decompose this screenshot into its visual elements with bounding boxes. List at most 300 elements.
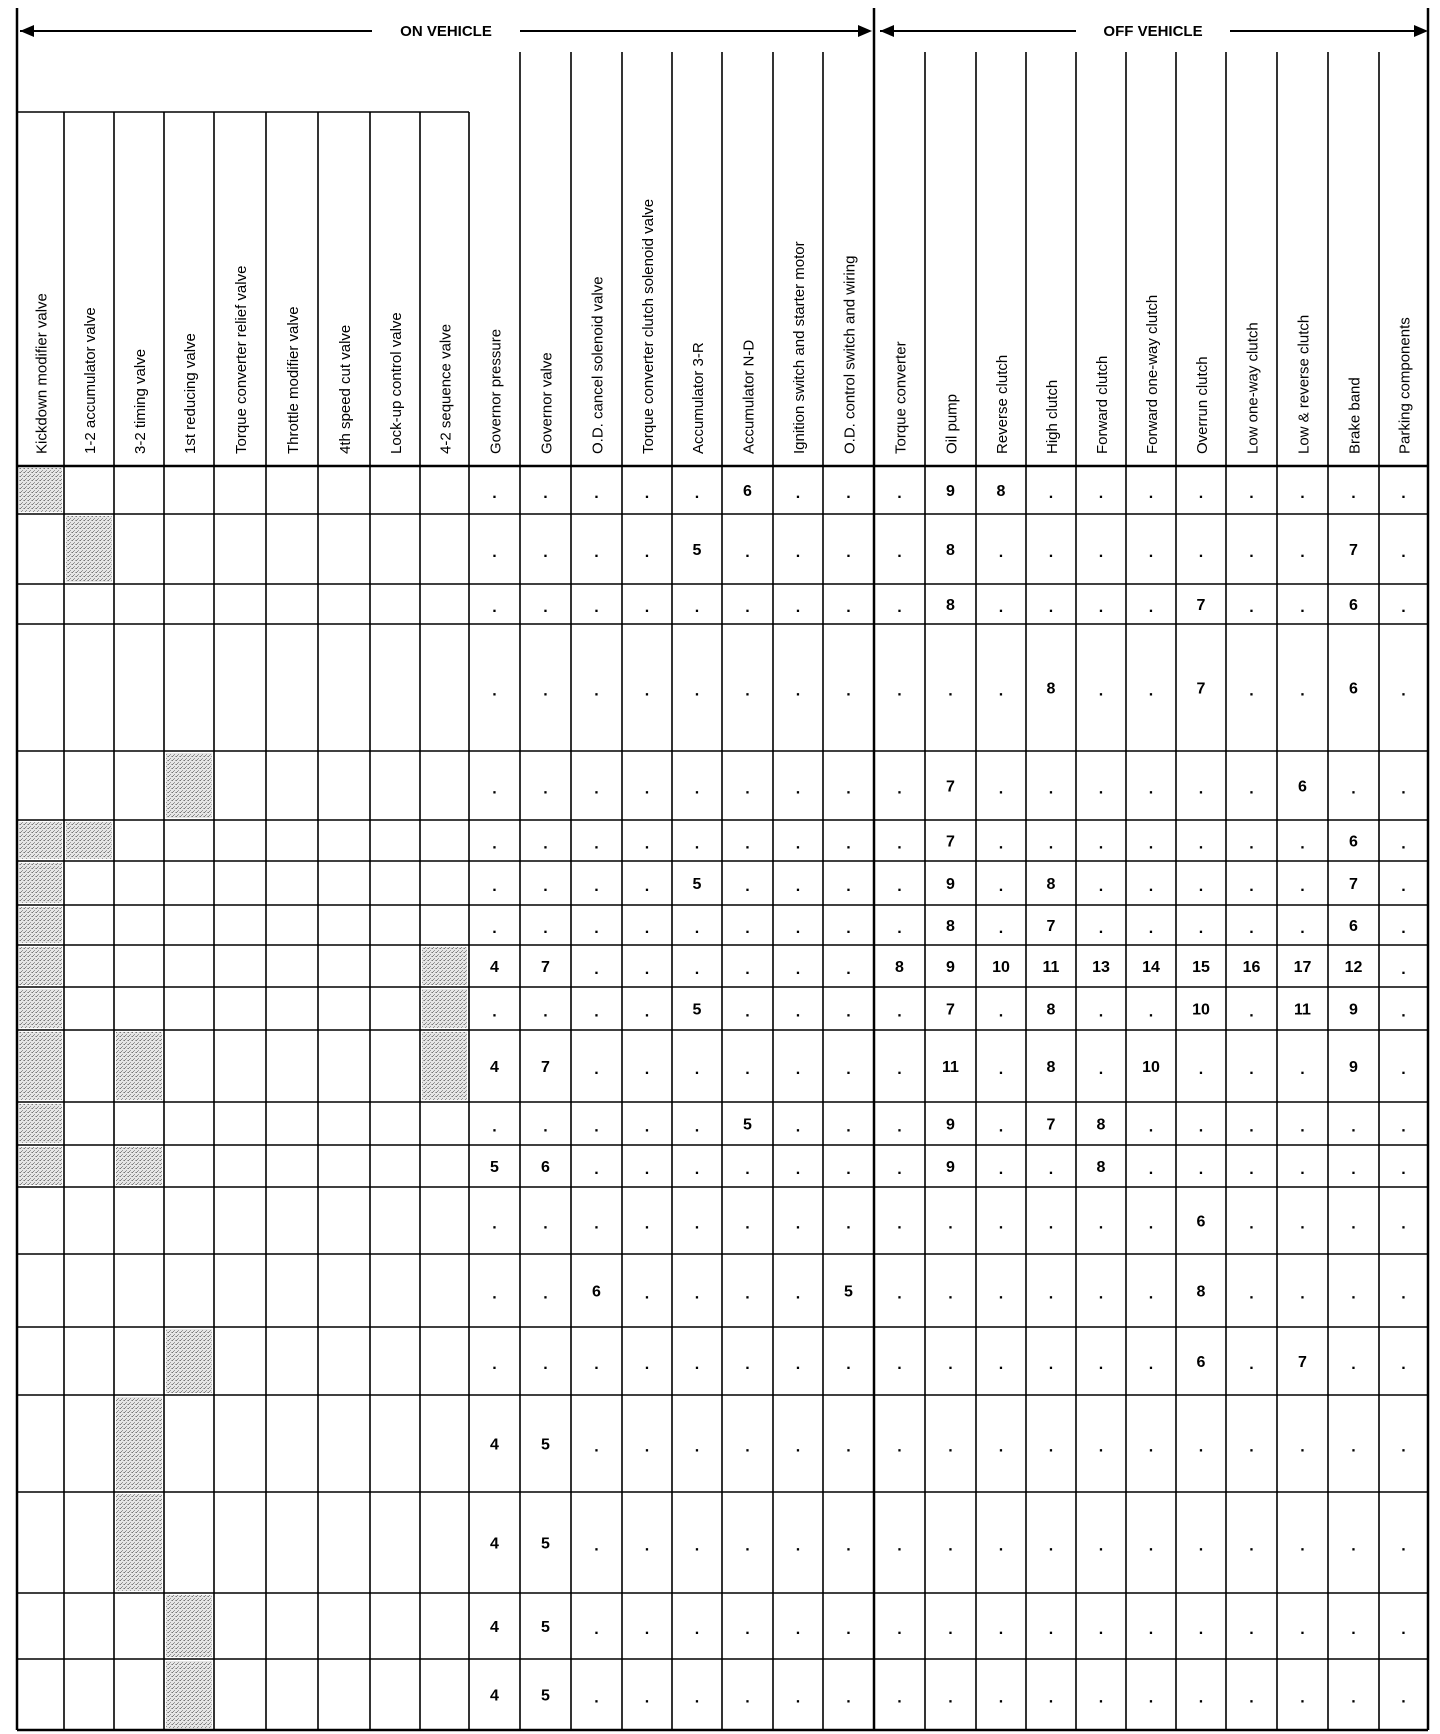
empty-mark: .: [897, 1621, 902, 1638]
empty-mark: .: [543, 485, 548, 502]
column-header: Governor pressure: [487, 328, 505, 454]
empty-mark: .: [694, 1118, 700, 1136]
empty-mark: .: [998, 835, 1004, 853]
cell-value: 8: [1096, 1116, 1106, 1134]
empty-mark: .: [644, 835, 650, 853]
cell-value: 8: [895, 959, 904, 976]
empty-mark: .: [1048, 780, 1054, 798]
empty-mark: .: [1401, 682, 1406, 700]
empty-mark: .: [543, 780, 548, 798]
empty-mark: .: [998, 599, 1004, 616]
cell-value: 17: [1293, 959, 1312, 976]
empty-mark: .: [1198, 1161, 1204, 1178]
shaded-cell: [19, 947, 62, 985]
off-vehicle-title: OFF VEHICLE: [1103, 23, 1203, 40]
empty-mark: .: [694, 1215, 700, 1233]
empty-mark: .: [1048, 835, 1054, 853]
empty-mark: .: [795, 835, 801, 853]
column-header: O.D. control switch and wiring: [841, 255, 859, 454]
empty-mark: .: [644, 1537, 650, 1555]
empty-mark: .: [1249, 1061, 1254, 1078]
empty-mark: .: [1098, 920, 1104, 937]
empty-mark: .: [1148, 599, 1154, 616]
empty-mark: .: [1148, 1356, 1154, 1373]
empty-mark: .: [543, 682, 548, 700]
shaded-cell: [116, 1397, 162, 1490]
empty-mark: .: [1148, 1118, 1154, 1136]
cell-value: 8: [1046, 1059, 1056, 1076]
empty-mark: .: [1048, 1537, 1054, 1555]
cell-value: 6: [1349, 597, 1358, 614]
column-header: Torque converter: [892, 341, 910, 454]
empty-mark: .: [1098, 1621, 1104, 1638]
empty-mark: .: [1148, 1689, 1154, 1707]
empty-mark: .: [1249, 878, 1254, 895]
column-header: Accumulator N-D: [740, 339, 758, 454]
cell-value: 10: [1142, 1059, 1160, 1076]
shaded-cell: [422, 947, 467, 985]
cell-value: 6: [743, 483, 752, 500]
empty-mark: .: [897, 1438, 902, 1456]
left-arrow-icon: [880, 25, 894, 37]
cell-value: 10: [1192, 1001, 1210, 1019]
empty-mark: .: [694, 1285, 700, 1303]
empty-mark: .: [644, 1118, 650, 1136]
cell-value: 8: [946, 542, 955, 559]
cell-value: 6: [1349, 680, 1358, 698]
empty-mark: .: [1148, 1161, 1154, 1178]
empty-mark: .: [1048, 1438, 1054, 1456]
shaded-cell: [19, 1104, 62, 1143]
empty-mark: .: [897, 1118, 902, 1136]
column-header: 3-2 timing valve: [132, 348, 149, 454]
empty-mark: .: [1401, 1285, 1406, 1303]
empty-mark: .: [1148, 1438, 1154, 1456]
cell-value: 4: [490, 959, 499, 976]
empty-mark: .: [745, 599, 750, 616]
empty-mark: .: [846, 1003, 851, 1021]
empty-mark: .: [1351, 1689, 1356, 1707]
empty-mark: .: [795, 1356, 801, 1373]
empty-mark: .: [948, 1215, 953, 1233]
empty-mark: .: [644, 780, 650, 798]
empty-mark: .: [694, 1061, 700, 1078]
empty-mark: .: [594, 1003, 599, 1021]
empty-mark: .: [745, 1285, 750, 1303]
empty-mark: .: [1300, 1537, 1305, 1555]
empty-mark: .: [1098, 544, 1104, 561]
shaded-cell: [19, 863, 62, 903]
empty-mark: .: [846, 544, 851, 561]
cell-value: 11: [942, 1059, 959, 1076]
empty-mark: .: [644, 920, 650, 937]
empty-mark: .: [1249, 1537, 1254, 1555]
empty-mark: .: [1148, 485, 1154, 502]
empty-mark: .: [998, 1161, 1004, 1178]
empty-mark: .: [1249, 780, 1254, 798]
empty-mark: .: [644, 1061, 650, 1078]
empty-mark: .: [1401, 1061, 1406, 1078]
empty-mark: .: [846, 1689, 851, 1707]
empty-mark: .: [795, 599, 801, 616]
empty-mark: .: [1249, 1621, 1254, 1638]
empty-mark: .: [1401, 599, 1406, 616]
column-header: Governor valve: [538, 352, 556, 454]
empty-mark: .: [492, 878, 497, 895]
empty-mark: .: [897, 485, 902, 502]
empty-mark: .: [1148, 1215, 1154, 1233]
right-arrow-icon: [1414, 25, 1428, 37]
column-header: Throttle modifier valve: [285, 306, 302, 454]
empty-mark: .: [998, 1003, 1004, 1021]
cell-value: 7: [1349, 876, 1358, 893]
empty-mark: .: [1300, 1215, 1305, 1233]
cell-value: 5: [692, 542, 702, 559]
empty-mark: .: [1148, 682, 1154, 700]
empty-mark: .: [594, 682, 599, 700]
empty-mark: .: [998, 1118, 1004, 1136]
empty-mark: .: [1098, 1438, 1104, 1456]
empty-mark: .: [1401, 1537, 1406, 1555]
shaded-cell: [422, 1032, 467, 1100]
empty-mark: .: [795, 485, 801, 502]
cell-value: 16: [1242, 959, 1261, 976]
empty-mark: .: [745, 1689, 750, 1707]
cell-value: 4: [490, 1436, 499, 1454]
empty-mark: .: [1401, 878, 1406, 895]
empty-mark: .: [1148, 1537, 1154, 1555]
empty-mark: .: [846, 599, 851, 616]
empty-mark: .: [1249, 1356, 1254, 1373]
empty-mark: .: [694, 1438, 700, 1456]
cell-value: 4: [490, 1619, 499, 1636]
empty-mark: .: [745, 1621, 750, 1638]
empty-mark: .: [1351, 780, 1356, 798]
empty-mark: .: [1048, 1285, 1054, 1303]
cell-value: 7: [1046, 918, 1056, 935]
empty-mark: .: [948, 1621, 953, 1638]
empty-mark: .: [998, 1621, 1004, 1638]
column-header: Ignition switch and starter motor: [791, 241, 808, 454]
empty-mark: .: [998, 1438, 1004, 1456]
empty-mark: .: [795, 1215, 801, 1233]
empty-mark: .: [594, 599, 599, 616]
cell-value: 8: [1046, 1001, 1056, 1019]
empty-mark: .: [948, 1438, 953, 1456]
empty-mark: .: [745, 780, 750, 798]
empty-mark: .: [1300, 1118, 1305, 1136]
empty-mark: .: [998, 780, 1004, 798]
empty-mark: .: [846, 961, 851, 978]
empty-mark: .: [1300, 835, 1305, 853]
empty-mark: .: [846, 878, 851, 895]
empty-mark: .: [795, 682, 801, 700]
cell-value: 6: [592, 1283, 601, 1301]
shaded-cell: [166, 753, 212, 818]
empty-mark: .: [998, 544, 1004, 561]
column-header: Brake band: [1346, 377, 1364, 454]
column-header: 4th speed cut valve: [337, 324, 354, 454]
empty-mark: .: [492, 682, 497, 700]
column-header: Lock-up control valve: [388, 312, 405, 454]
cell-value: 5: [541, 1535, 550, 1553]
empty-mark: .: [543, 1356, 548, 1373]
cell-value: 7: [946, 833, 955, 851]
empty-mark: .: [1198, 1537, 1204, 1555]
empty-mark: .: [1249, 1215, 1254, 1233]
empty-mark: .: [745, 920, 750, 937]
empty-mark: .: [543, 544, 548, 561]
empty-mark: .: [998, 878, 1004, 895]
empty-mark: .: [1351, 1621, 1356, 1638]
empty-mark: .: [998, 1215, 1004, 1233]
cell-value: 6: [1349, 833, 1358, 851]
empty-mark: .: [594, 1621, 599, 1638]
column-header: Overrun clutch: [1194, 356, 1211, 454]
empty-mark: .: [846, 835, 851, 853]
empty-mark: .: [1351, 1356, 1356, 1373]
shaded-cell: [116, 1032, 162, 1100]
shaded-cell: [66, 516, 112, 582]
empty-mark: .: [1148, 780, 1154, 798]
empty-mark: .: [745, 1438, 750, 1456]
cell-value: 6: [1349, 918, 1358, 935]
empty-mark: .: [1148, 544, 1154, 561]
empty-mark: .: [492, 1285, 497, 1303]
empty-mark: .: [795, 1003, 801, 1021]
empty-mark: .: [594, 878, 599, 895]
empty-mark: .: [644, 1689, 650, 1707]
empty-mark: .: [745, 878, 750, 895]
empty-mark: .: [543, 920, 548, 937]
shaded-cell: [19, 822, 62, 859]
empty-mark: .: [1249, 1689, 1254, 1707]
empty-mark: .: [998, 1061, 1004, 1078]
column-header: Forward clutch: [1094, 355, 1111, 454]
empty-mark: .: [543, 1003, 548, 1021]
empty-mark: .: [694, 1689, 700, 1707]
empty-mark: .: [1148, 835, 1154, 853]
cell-value: 7: [541, 1059, 550, 1076]
shaded-cell: [66, 822, 112, 859]
empty-mark: .: [694, 1537, 700, 1555]
empty-mark: .: [1098, 682, 1104, 700]
cell-value: 5: [541, 1619, 550, 1636]
empty-mark: .: [1401, 485, 1406, 502]
empty-mark: .: [795, 1537, 801, 1555]
empty-mark: .: [948, 682, 953, 700]
column-header: Torque converter clutch solenoid valve: [640, 198, 657, 454]
shaded-cell: [19, 468, 62, 512]
empty-mark: .: [1048, 485, 1054, 502]
empty-mark: .: [1148, 1285, 1154, 1303]
cell-value: 9: [946, 876, 955, 893]
empty-mark: .: [1351, 1118, 1356, 1136]
empty-mark: .: [492, 1118, 497, 1136]
empty-mark: .: [1351, 1438, 1356, 1456]
empty-mark: .: [594, 1537, 599, 1555]
cell-value: 9: [946, 959, 955, 976]
empty-mark: .: [1198, 1689, 1204, 1707]
empty-mark: .: [594, 544, 599, 561]
shaded-cell: [422, 989, 467, 1028]
empty-mark: .: [694, 1356, 700, 1373]
cell-value: 5: [844, 1283, 853, 1301]
empty-mark: .: [795, 1285, 801, 1303]
empty-mark: .: [1198, 544, 1204, 561]
empty-mark: .: [745, 682, 750, 700]
empty-mark: .: [1351, 1285, 1356, 1303]
empty-mark: .: [1098, 1003, 1104, 1021]
empty-mark: .: [694, 599, 700, 616]
cell-value: 6: [1298, 778, 1307, 796]
empty-mark: .: [594, 1356, 599, 1373]
empty-mark: .: [1401, 961, 1406, 978]
empty-mark: .: [492, 780, 497, 798]
empty-mark: .: [1401, 1161, 1406, 1178]
cell-value: 11: [1042, 959, 1060, 976]
empty-mark: .: [998, 1356, 1004, 1373]
empty-mark: .: [897, 1215, 902, 1233]
empty-mark: .: [1048, 544, 1054, 561]
column-headers: [34, 199, 1414, 454]
empty-mark: .: [492, 485, 497, 502]
column-header: Forward one-way clutch: [1144, 294, 1161, 454]
empty-mark: .: [644, 1003, 650, 1021]
empty-mark: .: [795, 1161, 801, 1178]
empty-mark: .: [795, 780, 801, 798]
empty-mark: .: [1048, 1356, 1054, 1373]
empty-mark: .: [1249, 835, 1254, 853]
empty-mark: .: [644, 1285, 650, 1303]
shaded-cell: [19, 1147, 62, 1185]
empty-mark: .: [948, 1356, 953, 1373]
empty-mark: .: [795, 961, 801, 978]
empty-mark: .: [594, 1438, 599, 1456]
empty-mark: .: [745, 1215, 750, 1233]
empty-mark: .: [795, 544, 801, 561]
empty-mark: .: [846, 1537, 851, 1555]
empty-mark: .: [1148, 878, 1154, 895]
column-header: Parking components: [1396, 317, 1414, 454]
empty-mark: .: [1401, 1215, 1406, 1233]
empty-mark: .: [594, 1161, 599, 1178]
cell-value: 7: [1046, 1116, 1056, 1134]
cell-value: 7: [1349, 542, 1358, 559]
empty-mark: .: [745, 1161, 750, 1178]
empty-mark: .: [1401, 1356, 1406, 1373]
column-header: Torque converter relief valve: [233, 265, 250, 454]
empty-mark: .: [846, 1356, 851, 1373]
shaded-cell: [166, 1661, 212, 1728]
right-arrow-icon: [858, 25, 872, 37]
empty-mark: .: [1249, 1003, 1254, 1021]
empty-mark: .: [1401, 920, 1406, 937]
empty-mark: .: [644, 1438, 650, 1456]
empty-mark: .: [897, 1061, 902, 1078]
empty-mark: .: [998, 1285, 1004, 1303]
empty-mark: .: [1300, 1285, 1305, 1303]
cell-value: 8: [1046, 680, 1056, 698]
cell-value: 8: [946, 918, 955, 935]
cell-value: 9: [946, 483, 955, 500]
column-header: Low one-way clutch: [1244, 322, 1262, 454]
empty-mark: .: [795, 1689, 801, 1707]
cell-value: 6: [541, 1159, 550, 1176]
empty-mark: .: [846, 1215, 851, 1233]
empty-mark: .: [1098, 1537, 1104, 1555]
left-arrow-icon: [20, 25, 34, 37]
empty-mark: .: [543, 1215, 548, 1233]
cell-value: 8: [1196, 1283, 1206, 1301]
empty-mark: .: [644, 682, 650, 700]
cell-value: 6: [1196, 1354, 1206, 1371]
empty-mark: .: [1401, 1003, 1406, 1021]
empty-mark: .: [1098, 1285, 1104, 1303]
empty-mark: .: [1098, 1215, 1104, 1233]
cell-value: 4: [490, 1059, 499, 1076]
empty-mark: .: [846, 682, 851, 700]
matrix-cells: [19, 468, 1406, 1728]
empty-mark: .: [1148, 920, 1154, 937]
empty-mark: .: [1401, 1621, 1406, 1638]
cell-value: 15: [1192, 959, 1210, 976]
empty-mark: .: [644, 1356, 650, 1373]
empty-mark: .: [1098, 835, 1104, 853]
empty-mark: .: [694, 835, 700, 853]
empty-mark: .: [1249, 544, 1254, 561]
column-header: 1-2 accumulator valve: [82, 307, 99, 454]
empty-mark: .: [795, 920, 801, 937]
empty-mark: .: [492, 1356, 497, 1373]
cell-value: 5: [541, 1687, 550, 1705]
shaded-cell: [19, 1032, 62, 1100]
column-header: Accumulator 3-R: [690, 342, 707, 454]
cell-value: 9: [1349, 1001, 1358, 1019]
column-header: 1st reducing valve: [182, 333, 199, 454]
empty-mark: .: [1249, 485, 1254, 502]
empty-mark: .: [897, 544, 902, 561]
empty-mark: .: [1401, 1689, 1406, 1707]
shaded-cell: [166, 1329, 212, 1393]
column-header: Kickdown modifier valve: [33, 293, 51, 454]
empty-mark: .: [745, 1061, 750, 1078]
cell-value: 7: [541, 959, 550, 976]
column-header: 4-2 sequence valve: [437, 323, 455, 454]
empty-mark: .: [694, 682, 700, 700]
empty-mark: .: [594, 920, 599, 937]
empty-mark: .: [543, 599, 548, 616]
empty-mark: .: [644, 544, 650, 561]
column-header: High clutch: [1044, 379, 1061, 454]
empty-mark: .: [745, 1356, 750, 1373]
empty-mark: .: [644, 599, 650, 616]
empty-mark: .: [897, 599, 902, 616]
cell-value: 14: [1142, 959, 1160, 976]
empty-mark: .: [897, 1161, 902, 1178]
empty-mark: .: [1198, 920, 1204, 937]
empty-mark: .: [1300, 920, 1305, 937]
cell-value: 5: [692, 1001, 702, 1019]
cell-value: 7: [1298, 1354, 1307, 1371]
empty-mark: .: [1098, 780, 1104, 798]
empty-mark: .: [1098, 1689, 1104, 1707]
empty-mark: .: [694, 1621, 700, 1638]
empty-mark: .: [1148, 1003, 1154, 1021]
empty-mark: .: [1300, 544, 1305, 561]
empty-mark: .: [644, 878, 650, 895]
on-vehicle-header: [20, 23, 872, 40]
